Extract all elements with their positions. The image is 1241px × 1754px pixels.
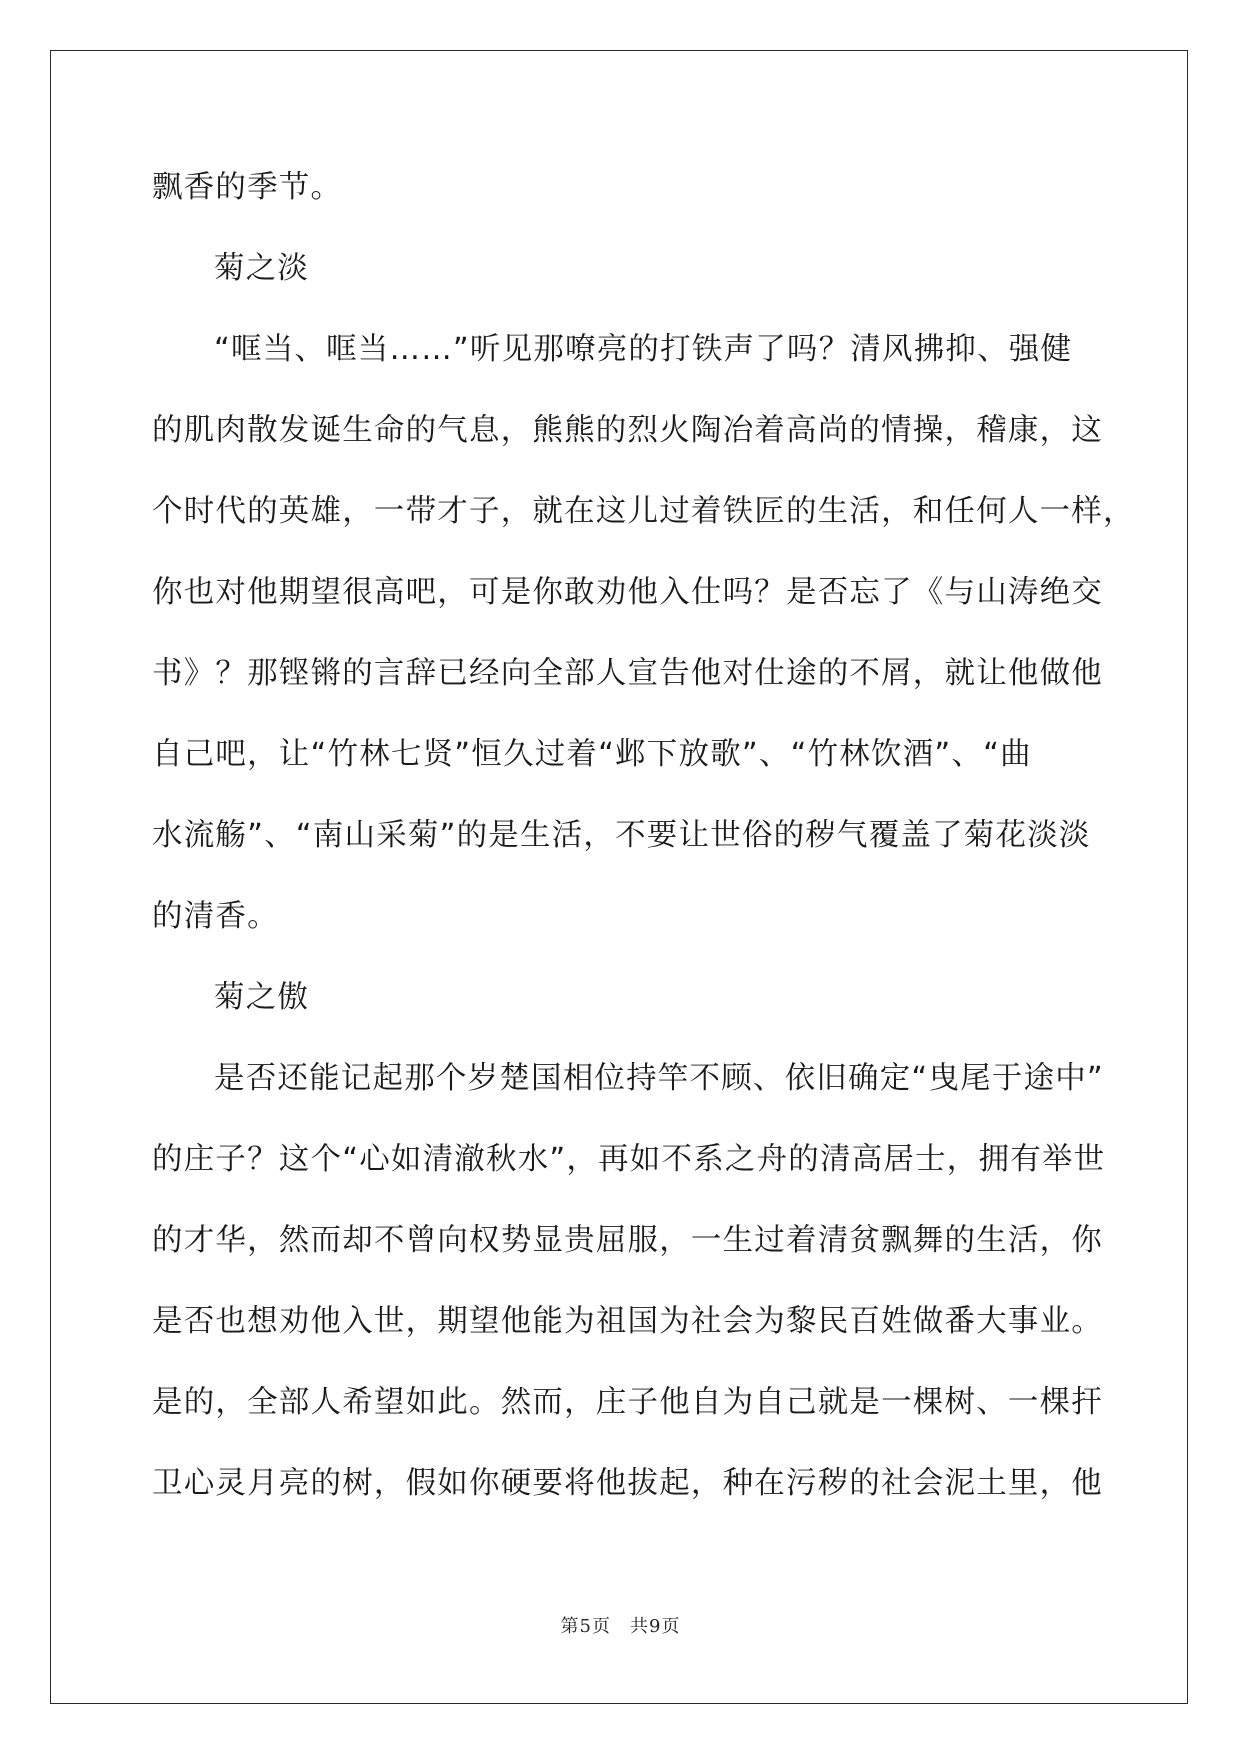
text-line: 飘香的季节。 xyxy=(152,170,343,205)
section-heading-ju-zhi-ao: 菊之傲 xyxy=(214,980,310,1015)
paragraph-line: 是的，全部人希望如此。然而，庄子他自为自己就是一棵树、一棵扞 xyxy=(152,1385,1103,1420)
paragraph-line: 的清香。 xyxy=(152,899,279,934)
paragraph-line: “哐当、哐当……”听见那嘹亮的打铁声了吗？清风拂抑、强健 xyxy=(214,332,1073,367)
paragraph-line: 水流觞”、“南山采菊”的是生活，不要让世俗的秽气覆盖了菊花淡淡 xyxy=(152,818,1091,853)
section-heading-ju-zhi-dan: 菊之淡 xyxy=(214,251,310,286)
paragraph-line: 书》？那铿锵的言辞已经向全部人宣告他对仕途的不屑，就让他做他 xyxy=(152,656,1103,691)
paragraph-line: 的庄子？这个“心如清澈秋水”，再如不系之舟的清高居士，拥有举世 xyxy=(152,1142,1106,1177)
paragraph-line: 卫心灵月亮的树，假如你硬要将他拔起，种在污秽的社会泥土里，他 xyxy=(152,1466,1103,1501)
paragraph-line: 的才华，然而却不曾向权势显贵屈服，一生过着清贫飘舞的生活，你 xyxy=(152,1223,1103,1258)
paragraph-line: 个时代的英雄，一带才子，就在这儿过着铁匠的生活，和任何人一样， xyxy=(152,494,1135,529)
page-number-footer: 第5页 共9页 xyxy=(560,1616,681,1637)
paragraph-line: 自己吧，让“竹林七贤”恒久过着“邺下放歌”、“竹林饮酒”、“曲 xyxy=(152,737,1032,772)
paragraph-line: 是否也想劝他入世，期望他能为祖国为社会为黎民百姓做番大事业。 xyxy=(152,1304,1103,1339)
paragraph-line: 的肌肉散发诞生命的气息，熊熊的烈火陶冶着高尚的情操，稽康，这 xyxy=(152,413,1103,448)
paragraph-line: 你也对他期望很高吧，可是你敢劝他入仕吗？是否忘了《与山涛绝交 xyxy=(152,575,1103,610)
paragraph-line: 是否还能记起那个岁楚国相位持竿不顾、依旧确定“曳尾于途中” xyxy=(214,1061,1104,1096)
document-body xyxy=(152,168,1135,1545)
